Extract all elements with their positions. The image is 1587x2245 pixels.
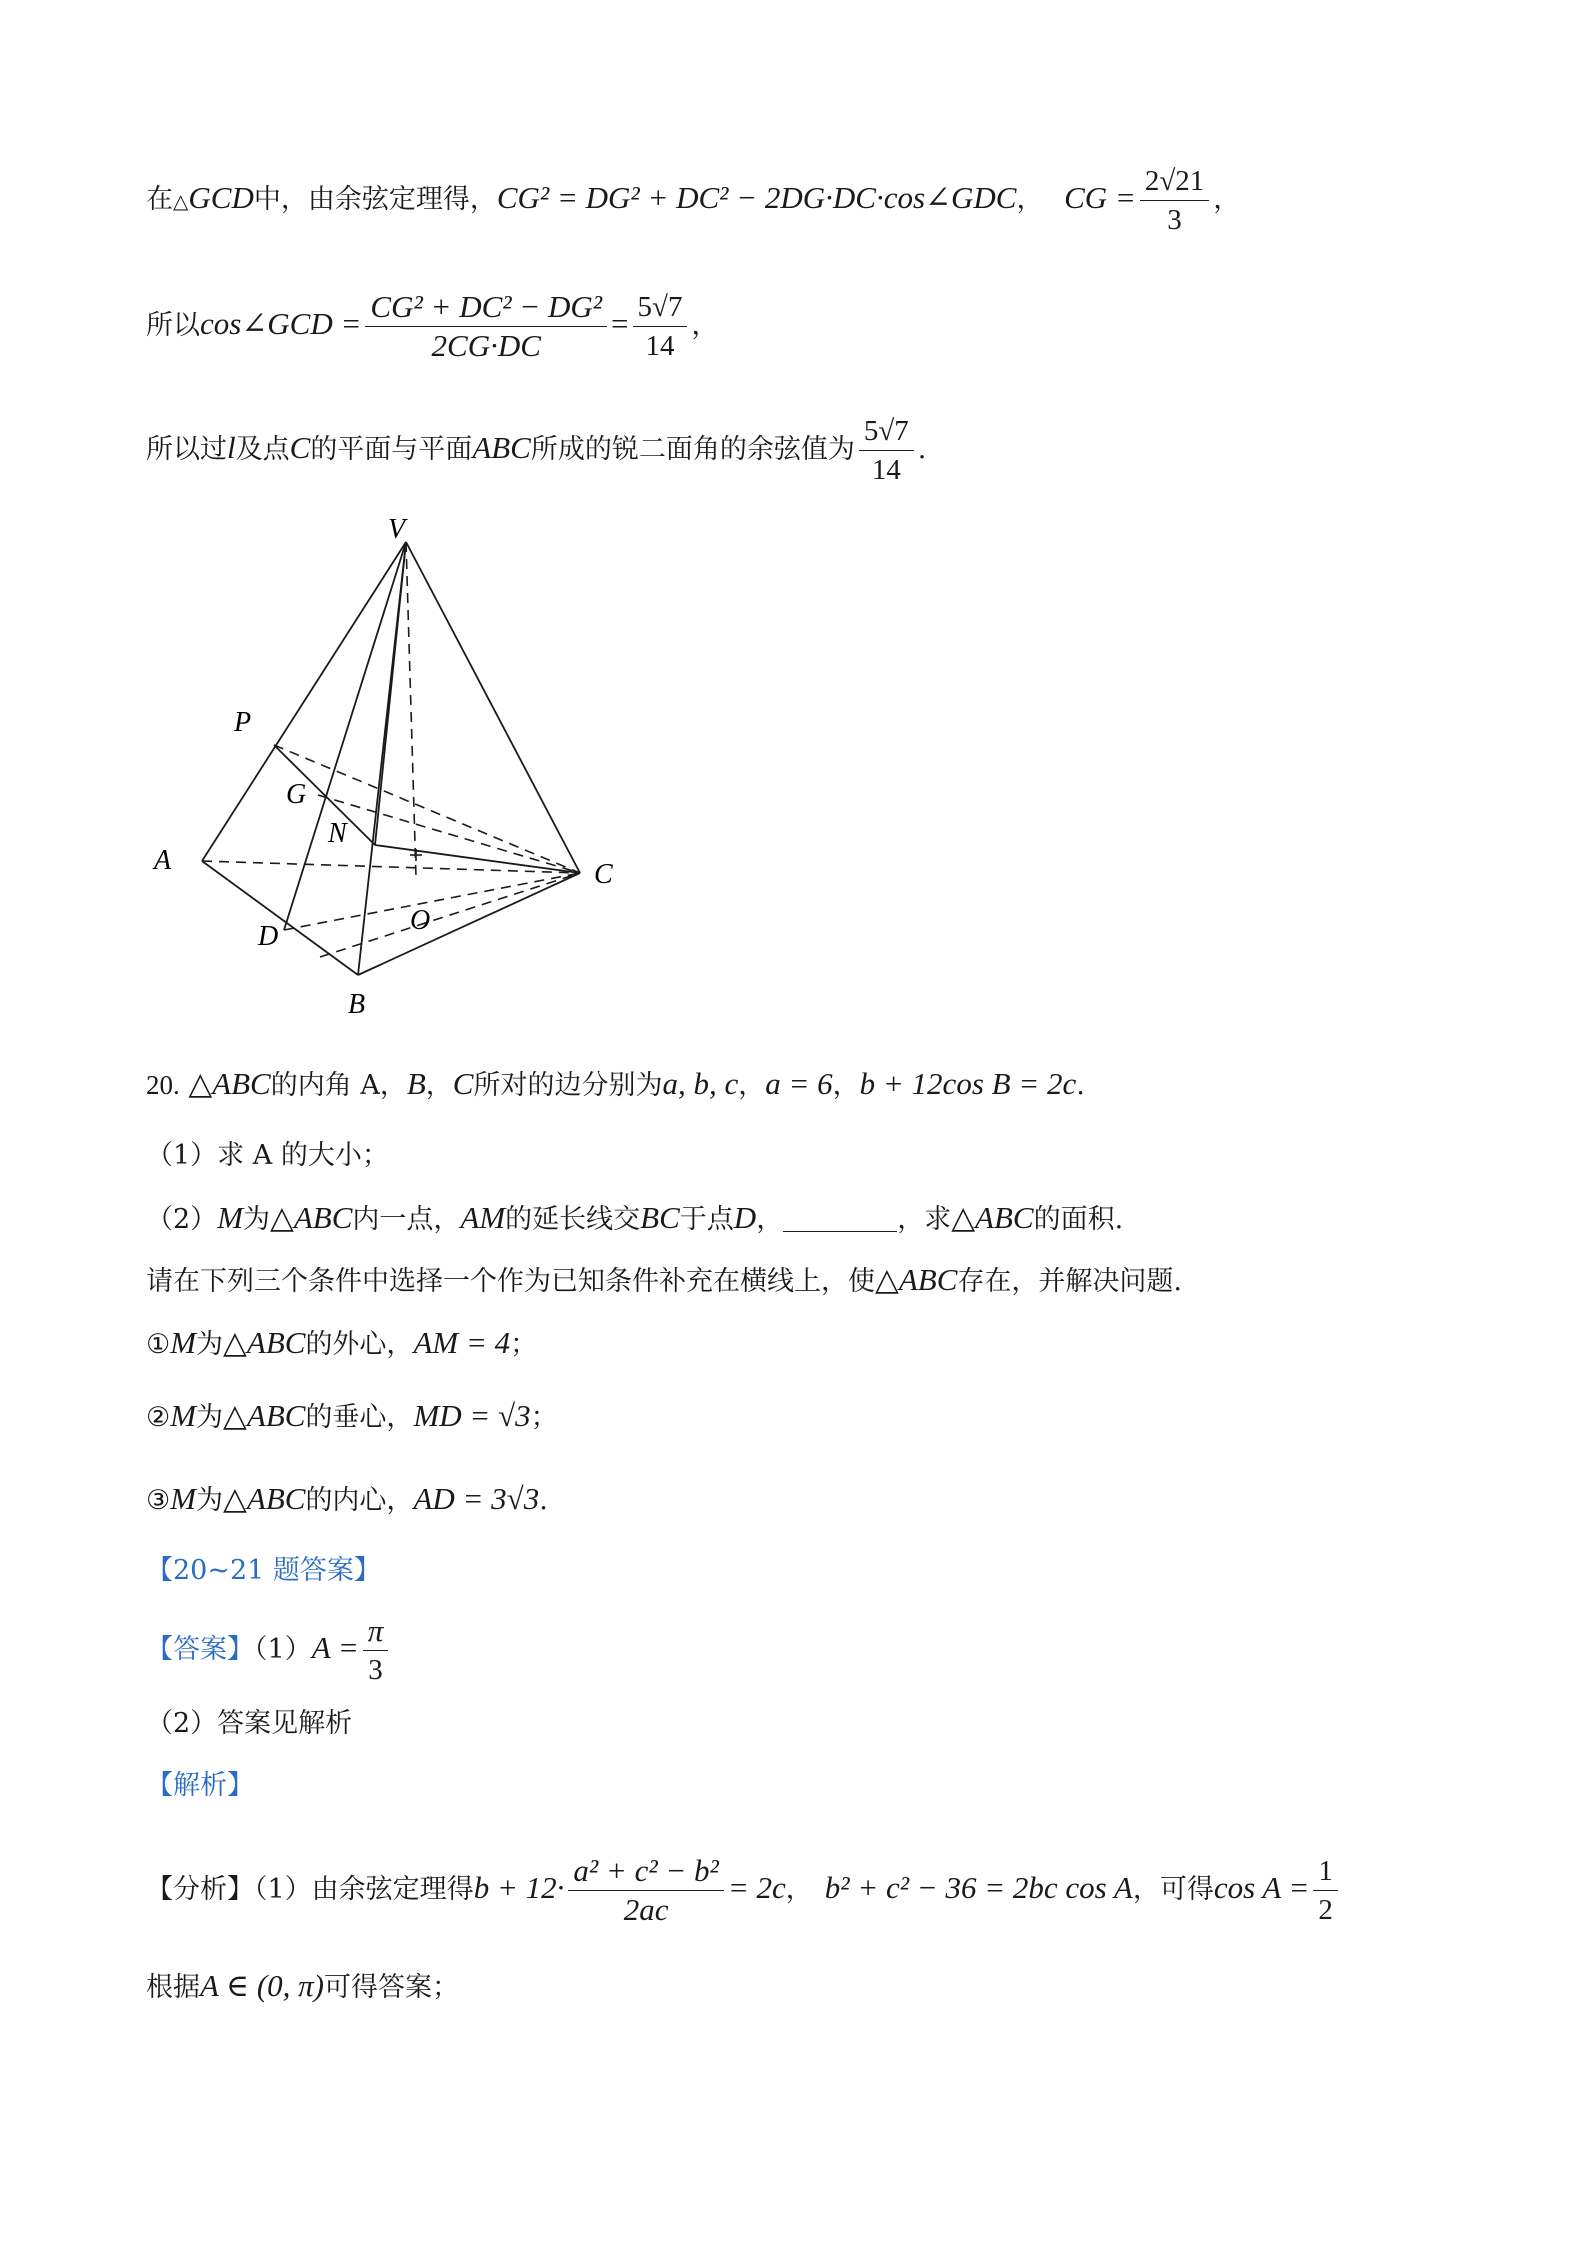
math: MD = √3 xyxy=(413,1398,531,1433)
text: 所对的边分别为 xyxy=(473,1070,663,1101)
text: 中，由余弦定理得， xyxy=(253,184,497,215)
text-line-1 xyxy=(146,164,1240,237)
part-1: （1）求 A 的大小； xyxy=(146,1140,389,1171)
math: l xyxy=(227,430,236,465)
text: ， xyxy=(691,310,719,341)
label-G: G xyxy=(286,779,307,810)
formula: A = xyxy=(311,1630,359,1665)
label-V: V xyxy=(388,514,406,545)
label-B: B xyxy=(348,989,366,1020)
part-2 xyxy=(146,1198,1123,1240)
triangle-symbol: △ xyxy=(173,189,189,213)
denominator: 14 xyxy=(645,330,675,362)
formula: cos A = xyxy=(1213,1870,1310,1905)
text: ， xyxy=(425,1070,453,1101)
text-line-3 xyxy=(146,414,926,487)
edge-VN xyxy=(375,542,406,845)
text: . xyxy=(917,434,927,465)
text: 的内角 A xyxy=(270,1070,380,1101)
fraction xyxy=(363,1614,389,1687)
analysis-line-2 xyxy=(146,1966,459,2008)
circled-number: ③ xyxy=(146,1485,171,1516)
text: ， xyxy=(379,1070,407,1101)
text: （2） xyxy=(146,1204,218,1235)
math: △ABC xyxy=(875,1262,958,1297)
label-D: D xyxy=(258,921,279,952)
analysis-line-1 xyxy=(146,1854,1342,1927)
circled-number: ② xyxy=(146,1402,171,1433)
text: ； xyxy=(510,1329,538,1360)
math: B xyxy=(406,1066,426,1101)
condition-3 xyxy=(146,1479,548,1521)
formula: = 2c xyxy=(727,1870,786,1905)
numerator: CG² + DC² − DG² xyxy=(365,290,607,327)
text: 于点 xyxy=(679,1204,734,1235)
fraction xyxy=(1140,164,1209,237)
label-A: A xyxy=(154,845,172,876)
math: a, b, c xyxy=(662,1066,739,1101)
text: 请在下列三个条件中选择一个作为已知条件补充在横线上，使 xyxy=(146,1266,875,1297)
text: 的内心， xyxy=(305,1485,414,1516)
equals: = xyxy=(611,306,629,341)
text: 为 xyxy=(196,1485,224,1516)
numerator: 5√7 xyxy=(859,414,914,451)
denominator: 2CG·DC xyxy=(431,328,541,363)
text: 的外心， xyxy=(305,1329,414,1360)
denominator: 14 xyxy=(871,454,901,486)
math: △ABC xyxy=(223,1325,306,1360)
formula: A ∈ (0, π) xyxy=(200,1968,324,2003)
text-line-2 xyxy=(146,290,718,363)
math: △ABC xyxy=(951,1200,1034,1235)
edge-VC xyxy=(406,542,580,873)
math: △ABC xyxy=(188,1066,271,1101)
answer-line-1 xyxy=(146,1614,392,1687)
text: ； xyxy=(530,1402,558,1433)
edge-GC-hidden xyxy=(318,795,580,873)
math: b + 12cos B = 2c xyxy=(859,1066,1077,1101)
edge-NC xyxy=(375,845,580,873)
edge-VD xyxy=(284,542,406,930)
answer-line-2: （2）答案见解析 xyxy=(146,1708,353,1739)
instruction-line xyxy=(146,1260,1182,1302)
math: C xyxy=(452,1066,474,1101)
edge-AB xyxy=(202,861,358,975)
text: ， xyxy=(1016,184,1044,215)
edge-DC-hidden xyxy=(284,873,580,930)
edge-AC-hidden xyxy=(202,861,580,873)
numerator: π xyxy=(363,1614,389,1651)
circled-number: ① xyxy=(146,1329,171,1360)
math: D xyxy=(733,1200,757,1235)
text: 所成的锐二面角的余弦值为 xyxy=(530,434,855,465)
math: △ABC xyxy=(223,1481,306,1516)
question-20 xyxy=(146,1064,1085,1106)
math: M xyxy=(217,1200,244,1235)
answer-blank[interactable] xyxy=(783,1201,897,1232)
question-number: 20. xyxy=(146,1070,180,1100)
math: M xyxy=(170,1481,197,1516)
numerator: 5√7 xyxy=(633,290,688,327)
tetrahedron-figure xyxy=(140,505,660,1025)
condition-2 xyxy=(146,1396,558,1438)
text: 内一点， xyxy=(352,1204,461,1235)
text: 在 xyxy=(146,184,173,215)
denominator: 3 xyxy=(1167,204,1182,236)
fraction xyxy=(568,1854,723,1927)
denominator: 2ac xyxy=(623,1892,669,1927)
math: a = 6 xyxy=(765,1066,833,1101)
denominator: 2 xyxy=(1318,1894,1333,1926)
math: M xyxy=(170,1325,197,1360)
math: C xyxy=(289,430,311,465)
text: 为 xyxy=(196,1402,224,1433)
text: ， xyxy=(832,1070,860,1101)
edge-BC xyxy=(358,873,580,975)
text: 的平面与平面 xyxy=(310,434,473,465)
label-O: O xyxy=(410,905,431,936)
text: ， xyxy=(738,1070,766,1101)
math: ABC xyxy=(472,430,531,465)
edge-PC-hidden xyxy=(274,745,580,873)
text: 【分析】（1）由余弦定理得 xyxy=(146,1874,474,1905)
text: （1） xyxy=(254,1634,312,1665)
text: . xyxy=(1076,1070,1085,1101)
math: AM xyxy=(460,1200,506,1235)
text: 的延长线交 xyxy=(505,1204,641,1235)
fraction xyxy=(1313,1854,1338,1927)
formula: b² + c² − 36 = 2bc cos A xyxy=(824,1870,1133,1905)
math: △ABC xyxy=(223,1398,306,1433)
answer-header: 【20~21 题答案】 xyxy=(146,1555,381,1586)
text: 存在，并解决问题. xyxy=(957,1266,1182,1297)
text: 的面积. xyxy=(1033,1204,1124,1235)
text: 的垂心， xyxy=(305,1402,414,1433)
condition-1 xyxy=(146,1323,537,1365)
formula: cos∠GCD = xyxy=(200,306,362,341)
label-C: C xyxy=(594,859,613,890)
math: BC xyxy=(640,1200,680,1235)
math: AM = 4 xyxy=(413,1325,511,1360)
text: 可得答案； xyxy=(324,1972,459,2003)
formula: b + 12· xyxy=(473,1870,565,1905)
denominator: 3 xyxy=(368,1654,383,1686)
text: ，求 xyxy=(897,1204,952,1235)
math: M xyxy=(170,1398,197,1433)
math: △ABC xyxy=(270,1200,353,1235)
text: ， xyxy=(756,1204,784,1235)
numerator: 2√21 xyxy=(1140,164,1209,201)
formula: CG = xyxy=(1064,180,1136,215)
text: 为 xyxy=(243,1204,271,1235)
fraction xyxy=(633,290,688,363)
formula: CG² = DG² + DC² − 2DG·DC·cos∠GDC xyxy=(496,180,1017,215)
text: 所以过 xyxy=(146,434,227,465)
fraction xyxy=(859,414,914,487)
analysis-header: 【解析】 xyxy=(146,1770,254,1801)
text: . xyxy=(539,1485,548,1516)
numerator: 1 xyxy=(1313,1854,1338,1891)
text: 为 xyxy=(196,1329,224,1360)
math: AD = 3√3 xyxy=(413,1481,540,1516)
text: 根据 xyxy=(146,1972,200,2003)
label-P: P xyxy=(234,707,252,738)
label-N: N xyxy=(328,818,347,849)
math: GCD xyxy=(188,180,254,215)
text: ， xyxy=(785,1874,813,1905)
text: ， xyxy=(1213,184,1241,215)
numerator: a² + c² − b² xyxy=(568,1854,723,1891)
text: 及点 xyxy=(235,434,290,465)
fraction xyxy=(365,290,607,363)
height-VO-hidden xyxy=(406,542,416,877)
text: ，可得 xyxy=(1132,1874,1214,1905)
answer-tag: 【答案】 xyxy=(146,1634,254,1665)
text: 所以 xyxy=(146,310,200,341)
